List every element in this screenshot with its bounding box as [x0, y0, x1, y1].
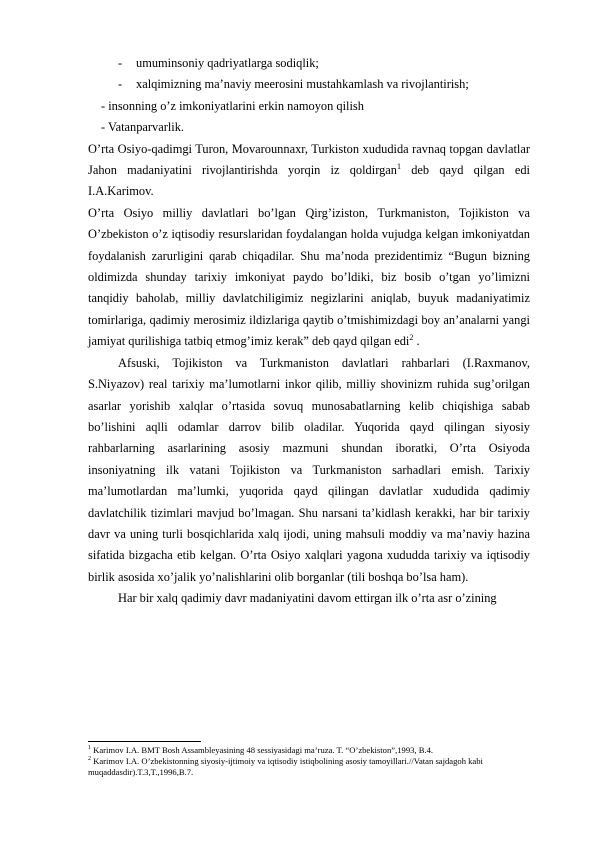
dash-item: - insonning o’z imkoniyatlarini erkin namoyon qilish [101, 98, 364, 113]
footnote-ref[interactable]: 1 [397, 161, 401, 171]
bullet-text: xalqimizning ma’naviy meerosini mustahkamlash va rivojlantirish; [136, 77, 469, 92]
paragraph-2 [88, 203, 530, 353]
paragraph-text: O’rta Osiyo milliy davlatlari bo’lgan Qirg’iziston, Turkmaniston, Tojikiston va O’zbekiston o’z iqtisodiy resurslaridan foydalangan holda vujudga kelgan imkoniyatdan foydalanish zarurligini qarab chiqadilar. Shu ma’noda prezidentimiz “Bugun bizning oldimizda shunday tarixiy imkoniyat paydo bo’ldiki, biz bosib o’tgan yo’limizni tanqidiy baholab, milliy davlatchiligimiz negizlarini aniqlab, buyuk madaniyatimiz tomirlariga, qadimiy merosimiz ildizlariga qaytib o’tmishimizdagi boy an’analarni yangi jamiyat qurilishiga tatbiq etmog’imiz kerak” deb qayd qilgan edi [88, 205, 530, 349]
bullet-item [88, 53, 530, 74]
bullet-text: umuminsoniy qadriyatlarga sodiqlik; [136, 56, 319, 70]
paragraph-text-tail: deb qayd qilgan edi I.A.Karimov. [88, 163, 530, 199]
paragraph-text-tail: . [413, 334, 420, 349]
bullet-item [88, 74, 530, 95]
paragraph-text: O’rta Osiyo-qadimgi Turon, Movarounnaxr, Turkiston xududida ravnaq topgan davlatlar Jahon madaniyatini rivojlantirishda yorqin iz qoldirgan [88, 141, 530, 178]
body-text [88, 53, 530, 610]
bullet-dash: - [118, 56, 123, 70]
paragraph-3: Afsuski, Tojikiston va Turkmaniston davlatlari rahbarlari (I.Raxmanov, S.Niyazov) real tarixiy ma’lumotlarni inkor qilib, milliy shovinizm ruhida sug’orilgan asarlar yorishib xalqlar o’rtasida sovuq munosabatlarning kelib chiqishiga sabab bo’lishini aqlli odamlar darrov bilib oladilar. Yuqorida qayd qilingan siyosiy rahbarlarning asarlarining asosiy mazmuni shundan iboratki, O’rta Osiyoda insoniyatning ilk vatani Tojikiston va Turkmaniston sarhadlari emish. Tarixiy ma’lumotlardan ma’lumki, yuqorida qayd qilingan davlatlar xududida qadimiy davlatchilik tizimlari mavjud bo’lmagan. Shu narsani ta’kidlash kerakki, har bir tarixiy davr va uning turli bosqichlarida xalq ijodi, uning mahsuli moddiy va ma’naviy hazina sifatida bizgacha etib kelgan. O’rta Osiyo xalqlari yagona xududda tarixiy va iqtisodiy birlik asosida xo’jalik yo’nalishlarini olib borganlar (tili boshqa bo’lsa ham). [88, 355, 530, 584]
dash-item: - Vatanparvarlik. [101, 120, 185, 135]
footnote-item [88, 745, 530, 756]
paragraph-4: Har bir xalq qadimiy davr madaniyatini davom ettirgan ilk o’rta asr o’zining [118, 591, 497, 606]
footnote-divider [88, 741, 201, 742]
footnote-ref[interactable]: 2 [409, 333, 414, 343]
footnote-number: 1 [88, 745, 91, 752]
footnote-text: Karimov I.A. O’zbekistonning siyosiy-ijtimoiy va iqtisodiy istiqbolining asosiy tamoyillari.//Vatan sajdagoh kabi muqaddasdir).T.3,T.,1996,B.7. [88, 756, 483, 777]
footnotes [88, 741, 530, 778]
footnote-number: 2 [88, 756, 91, 763]
footnote-item [88, 756, 530, 778]
footnote-text: Karimov I.A. BMT Bosh Assambleyasining 48 sessiyasidagi ma’ruza. T. “O’zbekiston”,1993, B.4. [91, 745, 434, 755]
bullet-dash: - [118, 77, 123, 92]
paragraph-1 [88, 139, 530, 203]
